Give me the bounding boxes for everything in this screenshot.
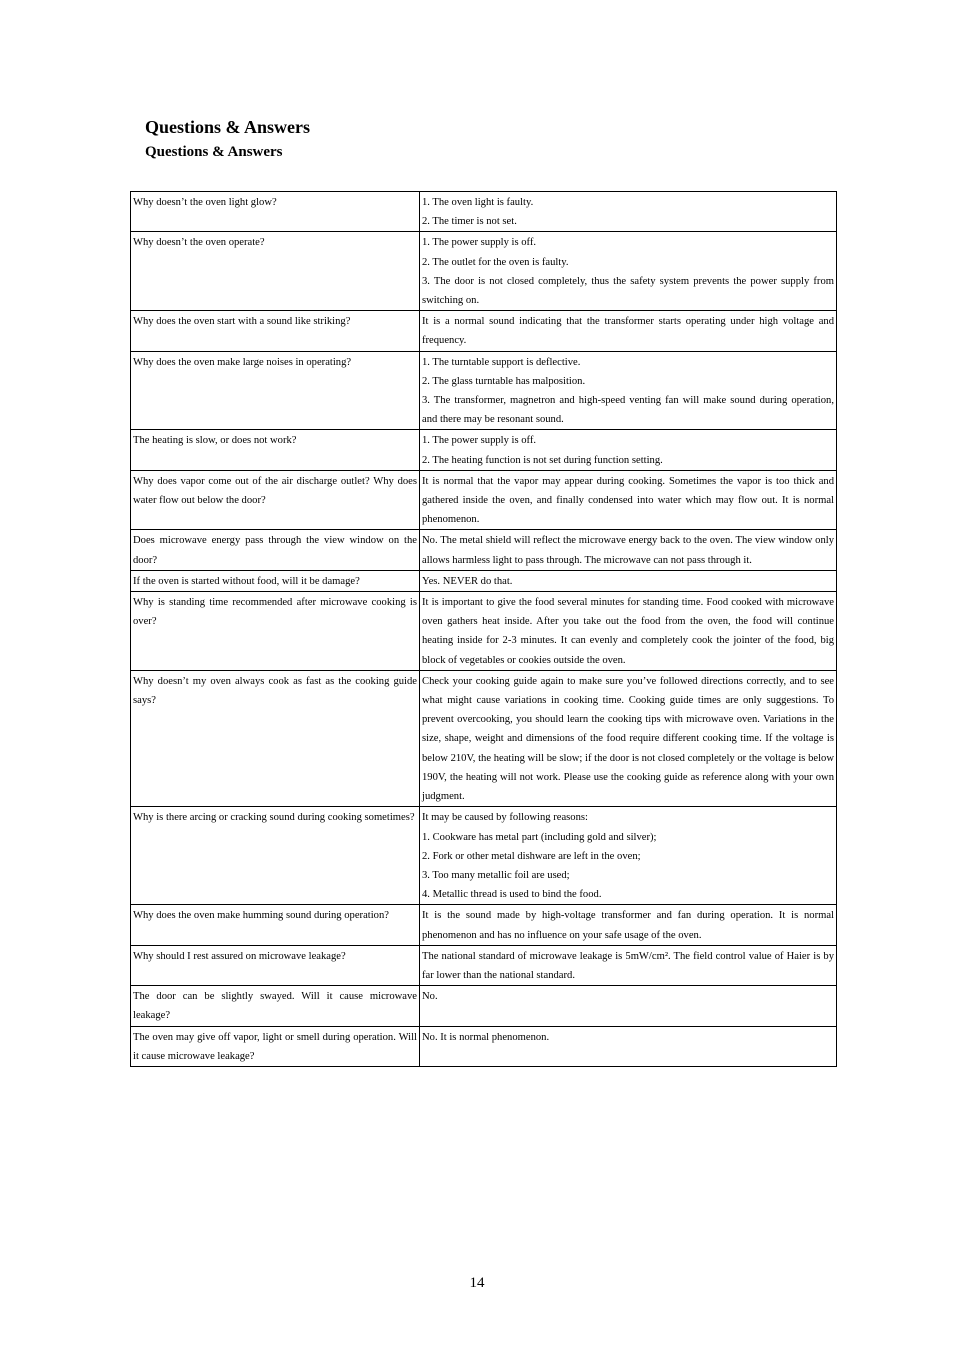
qa-row xyxy=(131,232,837,311)
answer-cell xyxy=(420,570,837,591)
answer-cell xyxy=(420,470,837,530)
answer-line: 1. The oven light is faulty. xyxy=(422,197,534,208)
answer-line: 1. The turntable support is deflective. xyxy=(422,356,581,368)
answer-cell xyxy=(420,1026,837,1066)
answer-cell xyxy=(420,530,837,570)
answer-cell xyxy=(420,986,837,1026)
question-cell: Why should I rest assured on microwave leakage? xyxy=(131,945,420,985)
question-cell: Why doesn’t my oven always cook as fast as the cooking guide says? xyxy=(131,670,420,806)
page-number: 14 xyxy=(469,1275,485,1291)
answer-line: Check your cooking guide again to make sure you’ve followed directions correctly, and to see what might cause variations in cooking time. Cooking guide times are only suggestions. To prevent overcooking, you should learn the cooking tips with microwave oven. Variations in the size, shape, weight and dimensions of the food require different cooking time. If the voltage is below 210V, the heating will be slow; if the door is not closed completely or the voltage is below 190V, the heating will not work. Please use the cooking guide as reference along with your own judgment. xyxy=(422,675,834,803)
answer-cell xyxy=(420,670,837,806)
question-cell: The oven may give off vapor, light or smell during operation. Will it cause microwave leakage? xyxy=(131,1026,420,1066)
question-cell: Why does the oven make humming sound during operation? xyxy=(131,905,420,945)
qa-row xyxy=(131,986,837,1026)
answer-cell xyxy=(420,807,837,905)
question-cell: Why is standing time recommended after microwave cooking is over? xyxy=(131,592,420,671)
answer-line: It is normal that the vapor may appear during cooking. Sometimes the vapor is too thick and gathered inside the oven, and finally condensed into water which may flow out. It is normal phenomenon. xyxy=(422,475,834,526)
answer-line: It is a normal sound indicating that the transformer starts operating under high voltage and frequency. xyxy=(422,316,834,347)
qa-table-body xyxy=(131,192,837,1067)
answer-cell xyxy=(420,351,837,430)
answer-line: 3. The door is not closed completely, thus the safety system prevents the power supply from switching on. xyxy=(422,275,834,307)
question-cell: Why doesn’t the oven light glow? xyxy=(131,192,420,232)
answer-cell xyxy=(420,311,837,351)
qa-row xyxy=(131,945,837,985)
qa-row xyxy=(131,570,837,591)
question-cell: Why doesn’t the oven operate? xyxy=(131,232,420,311)
qa-row xyxy=(131,311,837,351)
question-cell: The door can be slightly swayed. Will it cause microwave leakage? xyxy=(131,986,420,1026)
question-cell: Why does vapor come out of the air discharge outlet? Why does water flow out below the door? xyxy=(131,470,420,530)
answer-line: No. It is normal phenomenon. xyxy=(422,1031,550,1043)
answer-line: 1. The power supply is off. xyxy=(422,237,537,249)
answer-cell xyxy=(420,430,837,470)
question-cell: Why does the oven start with a sound like striking? xyxy=(131,311,420,351)
qa-row xyxy=(131,905,837,945)
answer-line: 1. Cookware has metal part (including gold and silver); xyxy=(422,831,657,843)
answer-line: No. xyxy=(422,991,438,1003)
answer-line: 1. The power supply is off. xyxy=(422,435,537,447)
question-cell: Why is there arcing or cracking sound during cooking sometimes? xyxy=(131,807,420,905)
answer-line: 3. Too many metallic foil are used; xyxy=(422,869,570,881)
qa-row xyxy=(131,470,837,530)
answer-line: 2. The glass turntable has malposition. xyxy=(422,375,586,387)
answer-line: It may be caused by following reasons: xyxy=(422,812,588,824)
page-subtitle: Questions & Answers xyxy=(145,144,283,160)
qa-row xyxy=(131,670,837,806)
qa-row xyxy=(131,1026,837,1066)
answer-cell xyxy=(420,192,837,232)
answer-line: It is important to give the food several minutes for standing time. Food cooked with microwave oven gathers heat inside. After you take out the food from the oven, the food will continue heating inside for 2-3 minutes. It can evenly and completely cook the jointer of the food, big block of vegetables or cookies outside the oven. xyxy=(422,597,834,666)
qa-row xyxy=(131,351,837,430)
answer-cell xyxy=(420,905,837,945)
answer-line: Yes. NEVER do that. xyxy=(422,575,513,587)
answer-cell xyxy=(420,592,837,671)
question-cell: Why does the oven make large noises in operating? xyxy=(131,351,420,430)
qa-row xyxy=(131,807,837,905)
question-cell: If the oven is started without food, will it be damage? xyxy=(131,570,420,591)
answer-line: 4. Metallic thread is used to bind the food. xyxy=(422,889,602,901)
qa-table xyxy=(130,191,837,1067)
qa-row xyxy=(131,192,837,232)
answer-line: 3. The transformer, magnetron and high-speed venting fan will make sound during operation, and there may be resonant sound. xyxy=(422,395,834,426)
question-cell: Does microwave energy pass through the view window on the door? xyxy=(131,530,420,570)
answer-line: No. The metal shield will reflect the microwave energy back to the oven. The view window only allows harmless light to pass through. The microwave can not pass through it. xyxy=(422,535,834,566)
qa-row xyxy=(131,592,837,671)
answer-cell xyxy=(420,945,837,985)
answer-line: The national standard of microwave leakage is 5mW/cm². The field control value of Haier is by far lower than the national standard. xyxy=(422,950,834,981)
qa-row xyxy=(131,530,837,570)
question-cell: The heating is slow, or does not work? xyxy=(131,430,420,470)
qa-row xyxy=(131,430,837,470)
answer-cell xyxy=(420,232,837,311)
answer-line: It is the sound made by high-voltage transformer and fan during operation. It is normal phenomenon and has no influence on your safe usage of the oven. xyxy=(422,910,834,941)
answer-line: 2. The timer is not set. xyxy=(422,216,517,228)
answer-line: 2. The heating function is not set during function setting. xyxy=(422,454,663,466)
answer-line: 2. The outlet for the oven is faulty. xyxy=(422,256,569,268)
page-title: Questions & Answers xyxy=(145,117,311,137)
answer-line: 2. Fork or other metal dishware are left in the oven; xyxy=(422,850,641,862)
